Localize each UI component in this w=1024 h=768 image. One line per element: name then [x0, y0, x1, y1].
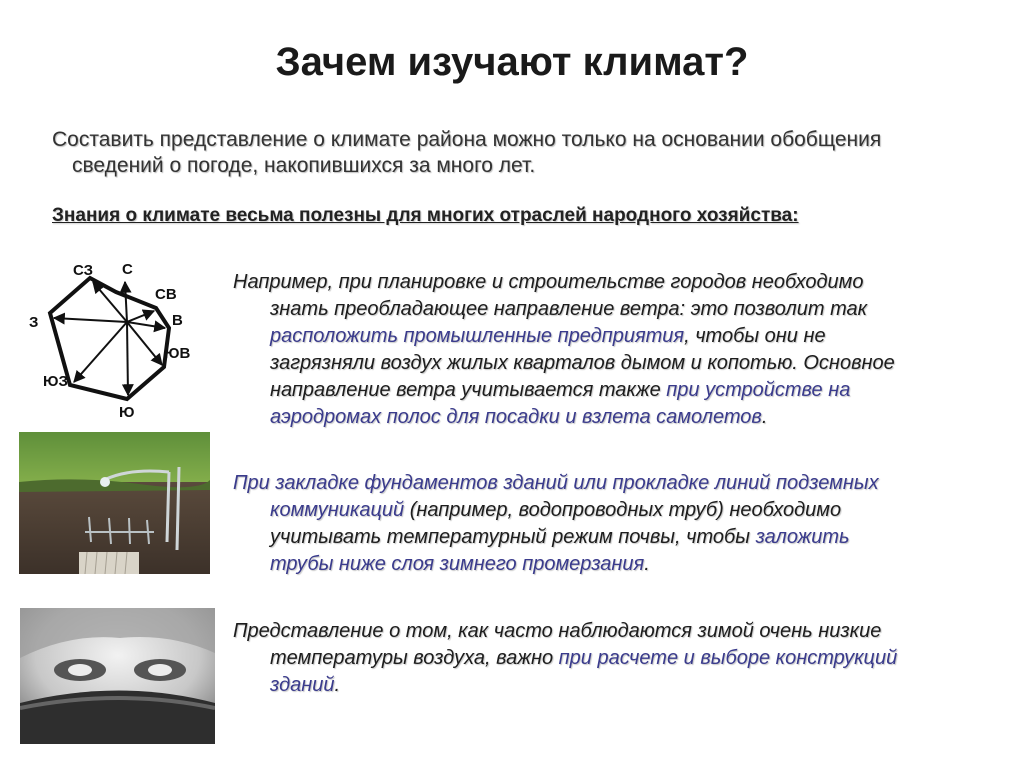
- intro-text: [52, 127, 982, 179]
- p1-line-6: [233, 404, 1003, 431]
- p2-line-3: [233, 524, 1003, 551]
- label-s: Ю: [119, 404, 135, 421]
- paragraph-foundations: [233, 470, 1003, 578]
- p3-highlight-1: при расчете и выборе конструкций: [558, 647, 898, 669]
- wind-rose-svg: [18, 255, 196, 423]
- p3-line-3: [233, 672, 1003, 699]
- face-photo-svg: [20, 608, 215, 744]
- p2-line-2-rest: (например, водопроводных труб) необходимо: [404, 499, 842, 521]
- label-e: В: [172, 312, 183, 329]
- p1-line-5: [233, 377, 1003, 404]
- p1-line-3: [233, 323, 1003, 350]
- soil-pipes-photo: [19, 432, 210, 574]
- label-w: З: [29, 314, 39, 331]
- p3-highlight-2: зданий: [270, 674, 335, 696]
- p2-line-2: [233, 497, 1003, 524]
- p1-highlight-2: при устройстве на: [666, 379, 851, 401]
- label-n: С: [122, 261, 133, 278]
- label-nw: СЗ: [73, 262, 94, 279]
- p1-line-6-rest: .: [761, 406, 768, 428]
- p2-highlight-1: коммуникаций: [270, 499, 405, 521]
- paragraph-wind: [233, 269, 1003, 431]
- wind-rose-diagram: [18, 255, 196, 423]
- p3-line-2-text: температуры воздуха, важно: [270, 647, 559, 669]
- subheading: Знания о климате весьма полезны для многих отраслей народного хозяйства:: [52, 205, 799, 226]
- p1-highlight-3: аэродромах полос для посадки и взлета самолетов: [270, 406, 762, 428]
- intro-line-1: Составить представление о климате района можно только на основании обобщения: [52, 128, 882, 151]
- p3-line-3-rest: .: [334, 674, 341, 696]
- p2-highlight-3: трубы ниже слоя зимнего промерзания: [270, 553, 645, 575]
- p1-line-2: знать преобладающее направление ветра: это позволит так: [270, 298, 868, 320]
- paragraph-low-temperatures: [233, 618, 1003, 699]
- p1-line-1: Например, при планировке и строительстве городов необходимо: [233, 271, 864, 293]
- p1-highlight-1: расположить промышленные предприятия: [270, 325, 685, 347]
- p1-line-3-rest: , чтобы они не: [684, 325, 826, 347]
- label-sw: ЮЗ: [43, 373, 68, 390]
- frosted-face-photo: [20, 608, 215, 744]
- p2-highlight-2: заложить: [755, 526, 850, 548]
- p2-line-3-text: учитывать температурный режим почвы, чтобы: [270, 526, 756, 548]
- soil-photo-svg: [19, 432, 210, 574]
- p2-line-4: [233, 551, 1003, 578]
- intro-line-2: сведений о погоде, накопившихся за много лет.: [72, 154, 536, 177]
- p1-line-5-text: направление ветра учитывается также: [270, 379, 667, 401]
- p3-line-1: Представление о том, как часто наблюдаются зимой очень низкие: [233, 620, 882, 642]
- p2-line-1: При закладке фундаментов зданий или прокладке линий подземных: [233, 472, 879, 494]
- p3-line-2: [233, 645, 1003, 672]
- p2-line-4-rest: .: [644, 553, 650, 575]
- label-se: ЮВ: [164, 345, 191, 362]
- slide-title: Зачем изучают климат?: [275, 40, 749, 84]
- p1-line-4: загрязняли воздух жилых кварталов дымом и копотью. Основное: [270, 352, 895, 374]
- label-ne: СВ: [155, 286, 177, 303]
